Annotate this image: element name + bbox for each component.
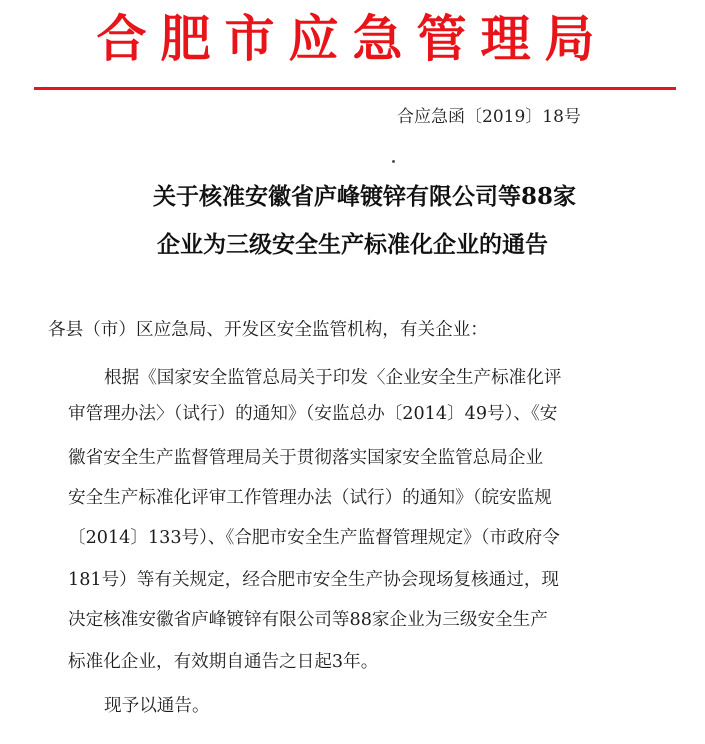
paragraph-line: 标准化企业，有效期自通告之日起3年。 (68, 652, 379, 672)
agency-letterhead: 合肥市应急管理局 (96, 9, 609, 68)
paragraph-line: 徽省安全生产监督管理局关于贯彻落实国家安全监管总局企业 (68, 448, 544, 468)
paragraph-line: 决定核准安徽省庐峰镀锌有限公司等88家企业为三级安全生产 (68, 610, 548, 630)
red-divider-rule (34, 87, 676, 90)
paragraph-line: 安全生产标准化评审工作管理办法（试行）的通知》（皖安监规 (68, 488, 552, 508)
stray-mark (392, 160, 395, 163)
notice-title-line-1: 关于核准安徽省庐峰镀锌有限公司等88家 (152, 183, 576, 210)
document-number: 合应急函〔2019〕18号 (397, 107, 581, 127)
paragraph-line: 181号）等有关规定，经合肥市安全生产协会现场复核通过，现 (68, 570, 560, 590)
paragraph-line: 〔2014〕133号）、《合肥市安全生产监督管理规定》（市政府令 (68, 528, 560, 548)
closing-line: 现予以通告。 (104, 696, 210, 716)
notice-title-line-2: 企业为三级安全生产标准化企业的通告 (157, 231, 548, 258)
paragraph-line: 根据《国家安全监管总局关于印发〈企业安全生产标准化评 (104, 368, 562, 388)
paragraph-line: 审管理办法〉（试行）的通知》（安监总办〔2014〕49号）、《安 (68, 404, 558, 424)
salutation: 各县（市）区应急局、开发区安全监管机构，有关企业： (48, 320, 488, 340)
